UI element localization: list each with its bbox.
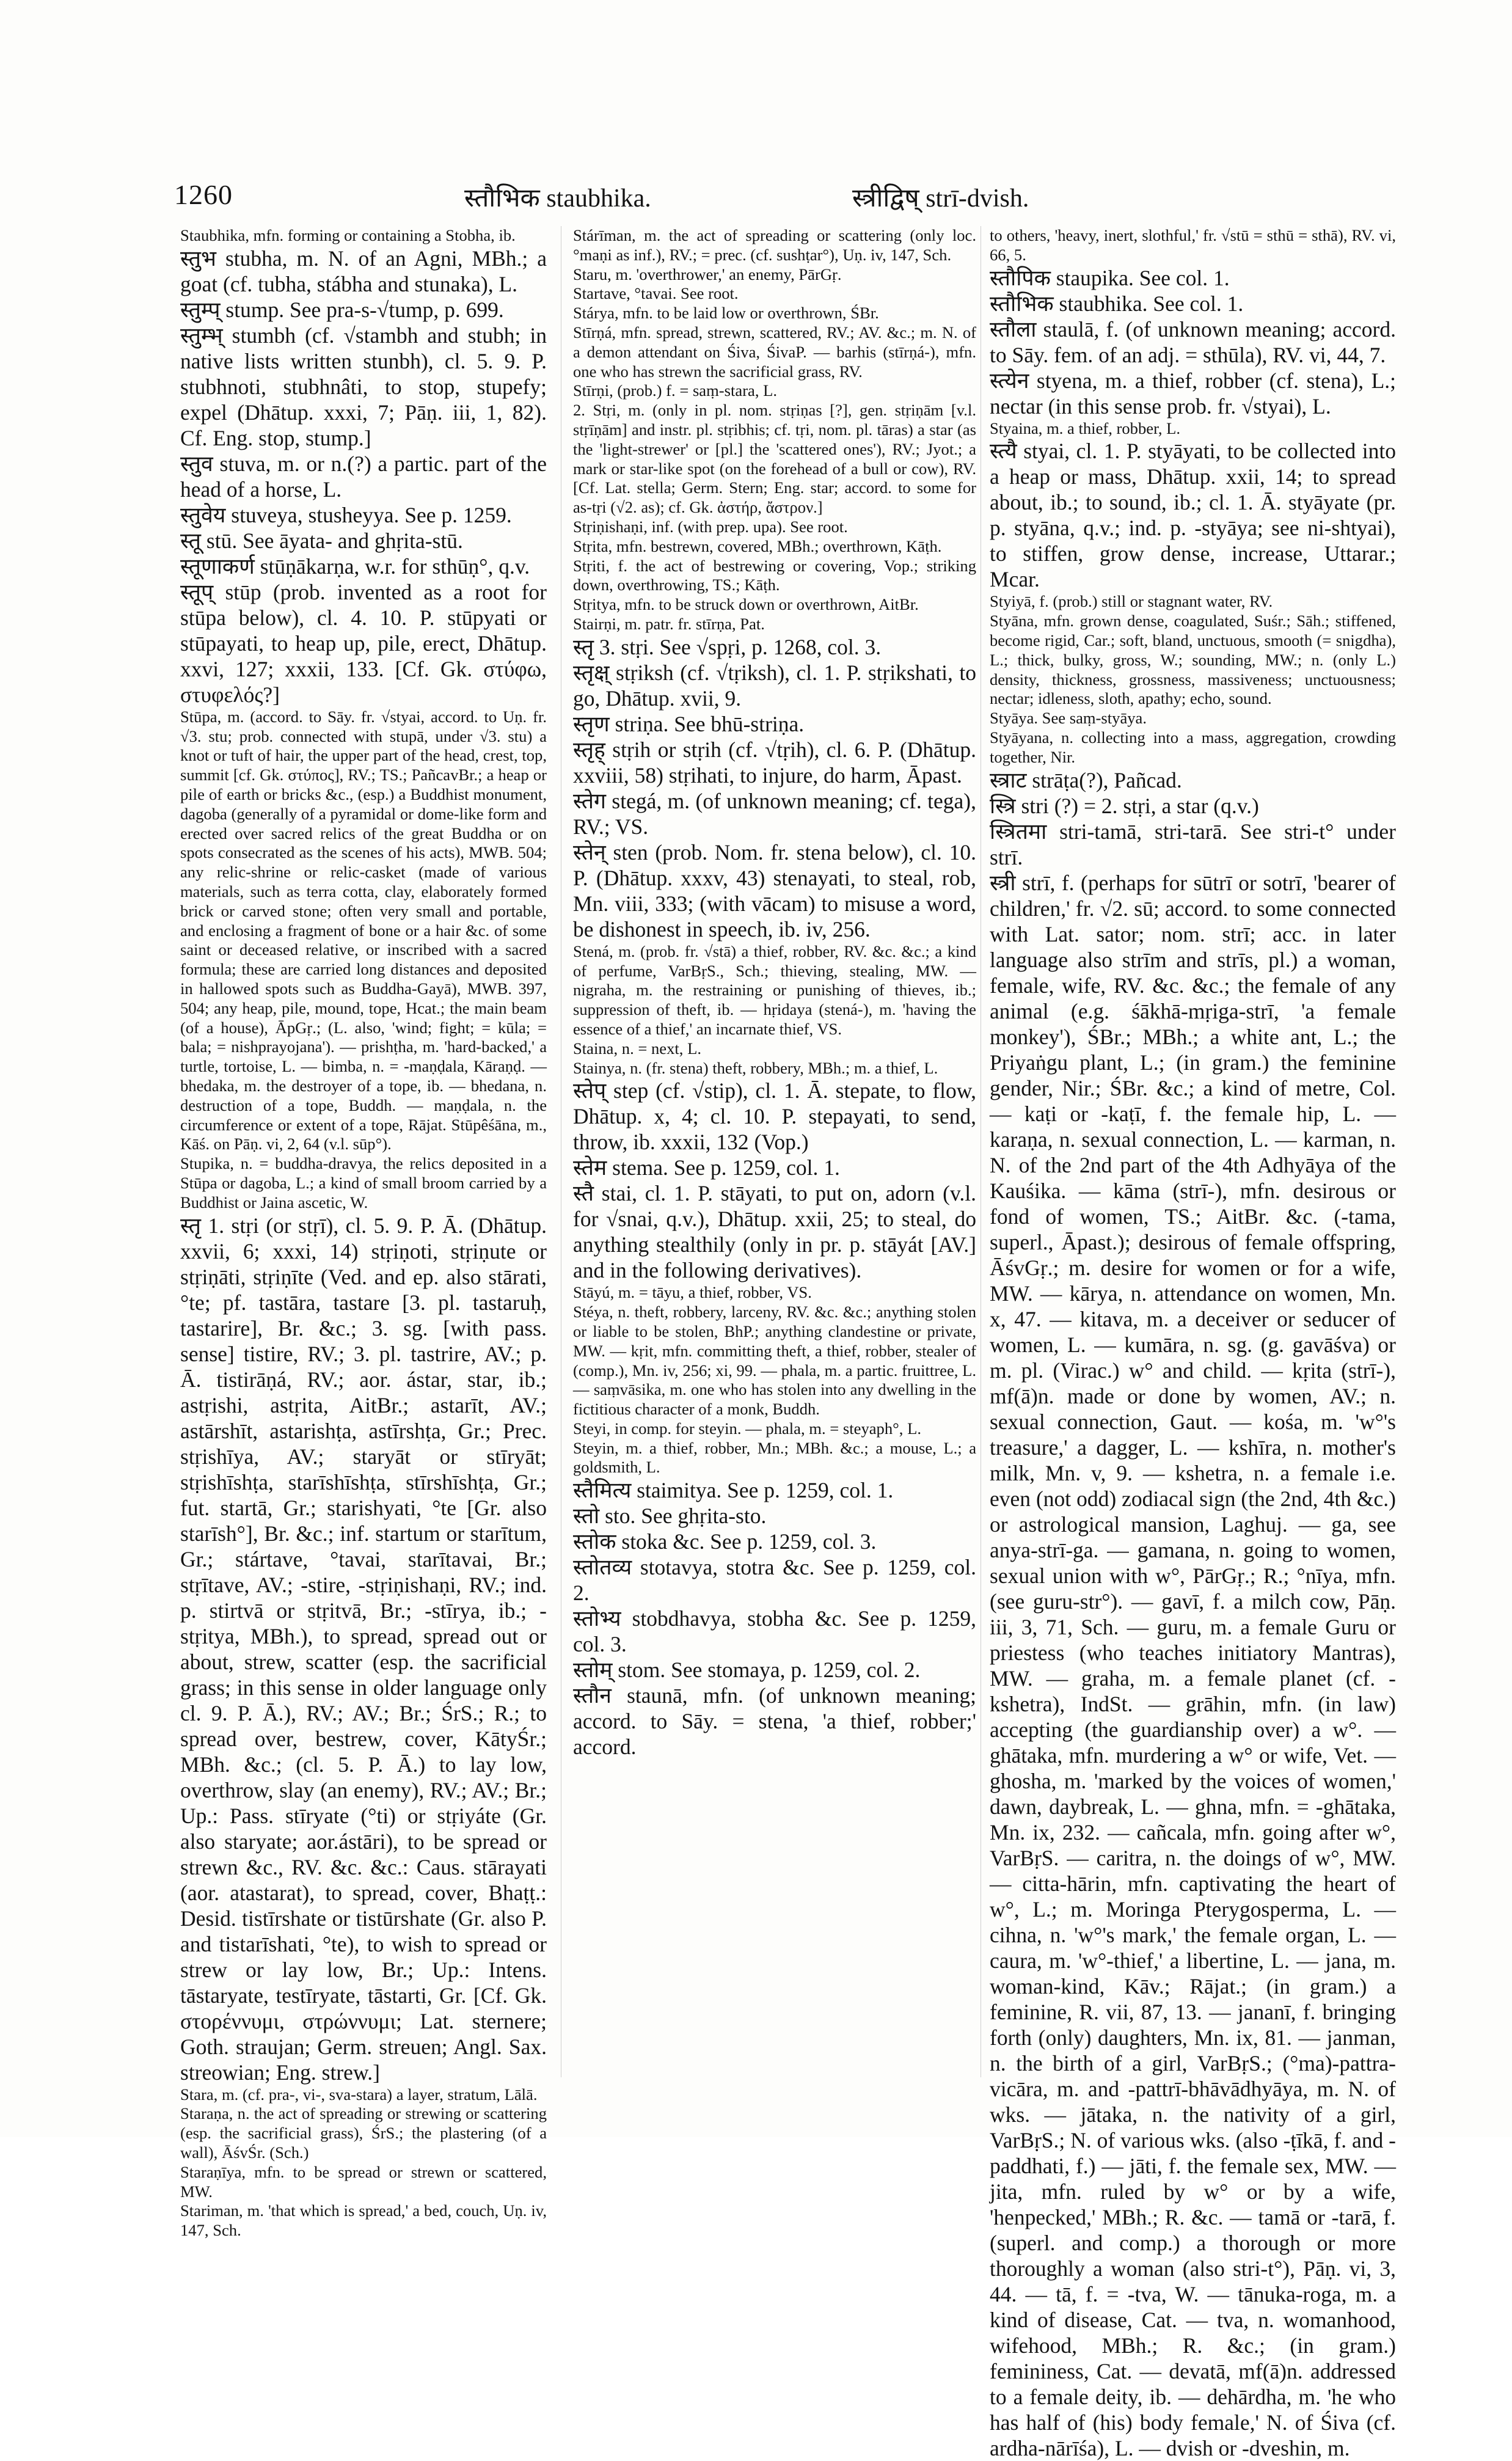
- column-3: [990, 226, 1396, 2460]
- dictionary-entry: Styāna, mfn. grown dense, coagulated, Suśr.; Sāh.; stiffened, become rigid, Car.; soft, bland, unctuous, smooth (= snigdha), L.; thick, bulky, gross, W.; sounding, MW.; n. (only L.) density, thickness, grossness, massiveness; unctuousness; nectar; idleness, sloth, apathy; echo, sound.: [990, 612, 1396, 708]
- dictionary-entry: स्तौभिक staubhika. See col. 1.: [990, 291, 1244, 316]
- running-head-right: स्त्रीद्विष् strī-dvish.: [852, 185, 1029, 213]
- dictionary-entry: स्तुम्भ् stumbh (cf. √stambh and stubh; in native lists written stunbh), cl. 5. 9. P. stubhnoti, stubhnâti, to stop, stupefy; expel (Dhātup. xxxi, 7; Pāṇ. iii, 1, 82). Cf. Eng. stop, stump.]: [180, 323, 547, 450]
- dictionary-entry: Styaina, m. a thief, robber, L.: [990, 419, 1181, 437]
- dictionary-entry: स्तूप् stūp (prob. invented as a root for stūpa below), cl. 4. 10. P. stūpyati or stūpayati, to heap up, pile, erect, Dhātup. xxvi, 127; xxxii, 133. [Cf. Gk. στύφω, στυφελός?]: [180, 579, 547, 707]
- dictionary-entry: स्त्येन styena, m. a thief, robber (cf. stena), L.; nectar (in this sense prob. fr. √styai), L.: [990, 368, 1396, 419]
- dictionary-entry: Stṛiti, f. the act of bestrewing or covering, Vop.; striking down, overthrowing, TS.; Kāṭh.: [573, 556, 976, 594]
- dictionary-entry: Steyi, in comp. for steyin. — phala, m. = steyaph°, L.: [573, 1419, 921, 1438]
- dictionary-entry: स्तेप् step (cf. √stip), cl. 1. Ā. stepate, to flow, Dhātup. x, 4; cl. 10. P. stepayati, to send, throw, ib. xxxii, 132 (Vop.): [573, 1078, 976, 1155]
- column-1: [180, 226, 547, 2240]
- dictionary-entry: स्त्यै styai, cl. 1. P. styāyati, to be collected into a heap or mass, Dhātup. xxii, 14; to spread about, ib.; to sound, ib.; cl. 1. Ā. styāyate (pr. p. styāna, q.v.; ind. p. -styāya; see ni-shtyai), to stiffen, grow dense, increase, Uttarar.; Mcar.: [990, 439, 1396, 592]
- dictionary-entry: स्तौन staunā, mfn. (of unknown meaning; accord. to Sāy. = stena, 'a thief, robber;' accord.: [573, 1683, 976, 1760]
- dictionary-entry: Steyin, m. a thief, robber, Mn.; MBh. &c.; a mouse, L.; a goldsmith, L.: [573, 1438, 976, 1477]
- dictionary-entry: स्तेग stegá, m. (of unknown meaning; cf. tega), RV.; VS.: [573, 788, 976, 839]
- dictionary-entry: Styiyā, f. (prob.) still or stagnant water, RV.: [990, 592, 1273, 611]
- column-2: [573, 226, 976, 2071]
- dictionary-entry: Stṛitya, mfn. to be struck down or overthrown, AitBr.: [573, 595, 919, 614]
- dictionary-entry: स्त्रि stri (?) = 2. stṛi, a star (q.v.): [990, 793, 1259, 818]
- dictionary-entry: स्तोक stoka &c. See p. 1259, col. 3.: [573, 1529, 877, 1554]
- dictionary-entry: Stárya, mfn. to be laid low or overthrown, ŚBr.: [573, 304, 879, 323]
- dictionary-entry: Styāyana, n. collecting into a mass, aggregation, crowding together, Nir.: [990, 728, 1396, 766]
- dictionary-entry: स्तृण striṇa. See bhū-striṇa.: [573, 711, 805, 736]
- dictionary-entry: स्तुम्प् stump. See pra-s-√tump, p. 699.: [180, 297, 504, 322]
- dictionary-entry: स्तोतव्य stotavya, stotra &c. See p. 1259, col. 2.: [573, 1555, 976, 1606]
- dictionary-entry: Stená, m. (prob. fr. √stā) a thief, robber, RV. &c. &c.; a kind of perfume, VarBṛS., Sch.; thieving, stealing, MW. — nigraha, m. the restraining or punishing of thieves, ib.; suppression of theft, ib. — hṛidaya (stená-), m. 'having the essence of a thief,' an incarnate thief, VS.: [573, 942, 976, 1038]
- dictionary-entry: Stupika, n. = buddha-dravya, the relics deposited in a Stūpa or dagoba, L.; a kind of small broom carried by a Buddhist or Jaina ascetic, W.: [180, 1154, 547, 1212]
- dictionary-entry: Staraṇīya, mfn. to be spread or strewn or scattered, MW.: [180, 2162, 547, 2201]
- page-number: 1260: [174, 179, 233, 210]
- dictionary-entry: स्तेम stema. See p. 1259, col. 1.: [573, 1155, 840, 1180]
- dictionary-entry: Stṛiṇishaṇi, inf. (with prep. upa). See root.: [573, 517, 848, 536]
- dictionary-entry: स्तुभ stubha, m. N. of an Agni, MBh.; a goat (cf. tubha, stábha and stunaka), L.: [180, 246, 547, 296]
- dictionary-entry: Startave, °tavai. See root.: [573, 284, 739, 303]
- dictionary-entry: Stariman, m. 'that which is spread,' a bed, couch, Uṇ. iv, 147, Sch.: [180, 2201, 547, 2240]
- running-head-left: स्तौभिक staubhika.: [464, 185, 651, 213]
- dictionary-entry: Staina, n. = next, L.: [573, 1039, 701, 1058]
- dictionary-entry: Stárīman, m. the act of spreading or scattering (only loc. °maṇi as inf.), RV.; = prec. (cf. sushṭar°), Uṇ. iv, 147, Sch.: [573, 226, 976, 264]
- page-header: [0, 0, 1512, 220]
- dictionary-entry: स्तृ 3. stṛi. See √spṛi, p. 1268, col. 3.: [573, 634, 882, 659]
- dictionary-entry: Staru, m. 'overthrower,' an enemy, PārGṛ.: [573, 265, 842, 283]
- dictionary-entry: स्तैमित्य staimitya. See p. 1259, col. 1.: [573, 1478, 894, 1503]
- dictionary-entry: स्त्राट strāṭa(?), Pañcad.: [990, 767, 1182, 792]
- dictionary-entry: स्तो sto. See ghṛita-sto.: [573, 1504, 767, 1529]
- dictionary-entry: स्तुव stuva, m. or n.(?) a partic. part of the head of a horse, L.: [180, 451, 547, 502]
- dictionary-entry: स्तोम् stom. See stomaya, p. 1259, col. 2.: [573, 1658, 921, 1683]
- dictionary-entry: Staraṇa, n. the act of spreading or strewing or scattering (esp. the sacrificial grass), ŚrS.; the plastering (of a wall), ĀśvŚr. (Sch.): [180, 2104, 547, 2162]
- dictionary-entry: स्तुवेय stuveya, stusheyya. See p. 1259.: [180, 502, 512, 527]
- dictionary-entry: Stṛita, mfn. bestrewn, covered, MBh.; overthrown, Kāṭh.: [573, 536, 942, 555]
- dictionary-entry: Stara, m. (cf. pra-, vi-, sva-stara) a layer, stratum, Lālā.: [180, 2085, 538, 2104]
- dictionary-entry: Stéya, n. theft, robbery, larceny, RV. &c. &c.; anything stolen or liable to be stolen, BhP.; anything clandestine or private, MW. — kṛit, mfn. committing theft, a thief, robber, stealer of (comp.), Mn. iv, 256; xi, 99. — phala, m. a partic. fruittree, L. — saṃvāsika, m. one who has stolen into any dwelling in the fictitious character of a monk, Buddh.: [573, 1303, 976, 1419]
- dictionary-entry: स्तू stū. See āyata- and ghṛita-stū.: [180, 528, 463, 553]
- dictionary-entry: Styāya. See saṃ-styāya.: [990, 709, 1147, 728]
- dictionary-entry: Stīrṇá, mfn. spread, strewn, scattered, RV.; AV. &c.; m. N. of a demon attendant on Śiva, ŚivaP. — barhis (stīrṇá-), mfn. one who has strewn the sacrificial grass, RV.: [573, 323, 976, 381]
- dictionary-entry: स्तृक्ष् stṛiksh (cf. √tṛiksh), cl. 1. P. stṛikshati, to go, Dhātup. xvii, 9.: [573, 660, 976, 711]
- dictionary-entry: स्तेन् sten (prob. Nom. fr. stena below), cl. 10. P. (Dhātup. xxxv, 43) stenayati, to steal, rob, Mn. viii, 333; (with vācam) to misuse a word, be dishonest in speech, ib. iv, 256.: [573, 839, 976, 942]
- dictionary-entry: स्तूणाकर्ण stūṇākarṇa, w.r. for sthūṇ°, q.v.: [180, 554, 530, 579]
- dictionary-entry: to others, 'heavy, inert, slothful,' fr. √stū = sthū = sthā), RV. vi, 66, 5.: [990, 226, 1396, 264]
- dictionary-entry: Stāyú, m. = tāyu, a thief, robber, VS.: [573, 1283, 812, 1302]
- dictionary-entry: Stīrṇi, (prob.) f. = saṃ-stara, L.: [573, 381, 778, 400]
- dictionary-entry: स्तै stai, cl. 1. P. stāyati, to put on, adorn (v.l. for √snai, q.v.), Dhātup. xxii, 25; to steal, do anything stealthily (only in pr. p. stāyát [AV.] and in the following derivatives).: [573, 1181, 976, 1283]
- dictionary-entry: Stainya, n. (fr. stena) theft, robbery, MBh.; m. a thief, L.: [573, 1058, 938, 1077]
- dictionary-entry: Stairṇi, m. patr. fr. stīrṇa, Pat.: [573, 614, 765, 633]
- dictionary-entry: 2. Stṛi, m. (only in pl. nom. stṛiṇas [?], gen. stṛiṇām [v.l. stṛīṇām] and instr. pl. stṛibhis; cf. tṛi, nom. pl. tāras) a star (as the 'light-strewer' or [pl.] the 'scattered ones'), RV.; Jyot.; a mark or star-like spot (on the forehead of a bull or cow), RV. [Cf. Lat. stella; Germ. Stern; Eng. star; accord. to some for as-tṛi (√2. as); cf. Gk. ἀστήρ, ἄστρον.]: [573, 401, 976, 517]
- dictionary-entry: स्तौला staulā, f. (of unknown meaning; accord. to Sāy. fem. of an adj. = sthūla), RV. vi, 44, 7.: [990, 316, 1396, 367]
- dictionary-entry: Stūpa, m. (accord. to Sāy. fr. √styai, accord. to Uṇ. fr. √3. stu; prob. connected with stupā, under √3. stu) a knot or tuft of hair, the upper part of the head, crest, top, summit [cf. Gk. στύπος], RV.; TS.; PañcavBr.; a heap or pile of earth or bricks &c., (esp.) a Buddhist monument, dagoba (generally of a pyramidal or dome-like form and erected over sacred relics of the great Buddha or on spots consecrated as the scenes of his acts), MWB. 504; any relic-shrine or relic-casket (made of various materials, such as terra cotta, clay, elaborately formed brick or carved stone; often very small and portable, and enclosing a fragment of bone or a hair &c. of some saint or deceased relative, or inscribed with a sacred formula; these are carried long distances and deposited in hallowed spots such as Buddha-Gayā), MWB. 397, 504; any heap, pile, mound, tope, Hcat.; the main beam (of a house), ĀpGṛ.; (L. also, 'wind; fight; = kūla; = bala; = nishprayojana'). — prishṭha, m. 'hard-backed,' a turtle, tortoise, L. — bimba, n. = -maṇḍala, Kāraṇḍ. — bhedaka, m. the destroyer of a tope, ib. — bhedana, n. destruction of a tope, Buddh. — maṇḍala, n. the circumference or extent of a tope, Rājat. Stūpêśāna, m., Kāś. on Pāṇ. vi, 2, 64 (v.l. sūp°).: [180, 707, 547, 1154]
- dictionary-entry: स्तृ 1. stṛi (or stṛī), cl. 5. 9. P. Ā. (Dhātup. xxvii, 6; xxxi, 14) stṛiṇoti, stṛiṇute or stṛiṇāti, stṛiṇīte (Ved. and ep. also stārati, °te; pf. tastāra, tastare [3. pl. tastaruḥ, tastarire], Br. &c.; 3. sg. [with pass. sense] tistire, RV.; 3. pl. tastrire, AV.; p. Ā. tistirāṇá, RV.; aor. ástar, star, ib.; astṛishi, astṛita, AitBr.; astarīt, AV.; astārshīt, astarishṭa, astīrshṭa, Gr.; Prec. stṛishīya, AV.; staryāt or stīryāt; stṛishīshṭa, starīshīshṭa, stīrshīshṭa, Gr.; fut. startā, Gr.; starishyati, °te [Gr. also starīsh°], Br. &c.; inf. startum or starītum, Gr.; stártave, °tavai, starītavai, Br.; stṛītave, AV.; -stire, -stṛiṇishaṇi, RV.; ind. p. stirtvā or stṛitvā, Br.; -stīrya, ib.; -stṛitya, MBh.), to spread, spread out or about, strew, scatter (esp. the sacrificial grass; in this sense in older language only cl. 9. P. Ā.), RV.; AV.; Br.; ŚrS.; R.; to spread over, bestrew, cover, KātyŚr.; MBh. &c.; (cl. 5. P. Ā.) to lay low, overthrow, slay (an enemy), RV.; AV.; Br.; Up.: Pass. stīryate (°ti) or stṛiyáte (Gr. also staryate; aor.ástāri), to be spread or strewn &c., RV. &c. &c.: Caus. stārayati (aor. atastarat), to spread, cover, Bhaṭṭ.: Desid. tistīrshate or tistūrshate (Gr. also P. and tistarīshati, °te), to wish to spread or strew or lay low, Br.; Up.: Intens. tāstaryate, testīryate, tāstarti, Gr. [Cf. Gk. στορέννυμι, στρώννυμι; Lat. sternere; Goth. straujan; Germ. streuen; Angl. Sax. streowian; Eng. strew.]: [180, 1213, 547, 2085]
- dictionary-entry: स्तृह् stṛih or stṛih (cf. √tṛih), cl. 6. P. (Dhātup. xxviii, 58) stṛihati, to injure, do harm, Āpast.: [573, 737, 976, 788]
- dictionary-entry: स्तौपिक staupika. See col. 1.: [990, 265, 1230, 290]
- dictionary-entry: Staubhika, mfn. forming or containing a Stobha, ib.: [180, 226, 516, 244]
- dictionary-entry: स्त्री strī, f. (perhaps for sūtrī or sotrī, 'bearer of children,' fr. √2. sū; accord. to some connected with Lat. sator; nom. strī; acc. in later language also strīm and strīs, pl.) a woman, female, wife, RV. &c. &c.; the female of any animal (e.g. śākhā-mṛiga-strī, 'a female monkey'), ŚBr.; MBh.; a white ant, L.; the Priyaṅgu plant, L.; (in gram.) the feminine gender, Nir.; ŚBr. &c.; a kind of metre, Col. — kaṭi or -kaṭī, f. the female hip, L. — karaṇa, n. sexual connection, L. — karman, n. N. of the 2nd part of the 4th Adhyāya of the Kauśika. — kāma (strī-), mfn. desirous or fond of women, TS.; AitBr. &c. (-tama, superl., Āpast.); desirous of female offspring, ĀśvGṛ.; m. desire for women or for a wife, MW. — kārya, n. attendance on women, Mn. x, 47. — kitava, m. a deceiver or seducer of women, L. — kumāra, n. sg. (g. gavāśva) or m. pl. (Virac.) w° and child. — kṛita (strī-), mf(ā)n. made or done by women, AV.; n. sexual connection, Gaut. — kośa, m. 'w°'s treasure,' a dagger, L. — kshīra, n. mother's milk, Mn. v, 9. — kshetra, n. a female i.e. even (not odd) zodiacal sign (the 2nd, 4th &c.) or astrological mansion, Laghuj. — ga, see anya-strī-ga. — gamana, n. going to women, sexual union with w°, PārGṛ.; R.; °nīya, mfn. (see guru-str°). — gavī, f. a milch cow, Pāṇ. iii, 3, 71, Sch. — guru, m. a female Guru or priestess (who teaches initiatory Mantras), MW. — graha, m. a female planet (cf. -kshetra), IndSt. — grāhin, mfn. (in law) accepting (the guardianship over) a w°. — ghātaka, mfn. murdering a w° or wife, Vet. — ghosha, m. 'marked by the voices of women,' dawn, daybreak, L. — ghna, mfn. = -ghātaka, Mn. ix, 232. — cañcala, mfn. going after w°, VarBṛS. — caritra, n. the doings of w°, MW. — citta-hārin, mfn. captivating the heart of w°, L.; m. Moringa Pterygosperma, L. — cihna, n. 'w°'s mark,' the female organ, L. — caura, m. 'w°-thief,' a libertine, L. — jana, m. woman-kind, Kāv.; Rājat.; (in gram.) a feminine, R. vii, 87, 13. — jananī, f. bringing forth (only) daughters, Mn. ix, 81. — janman, n. the birth of a girl, VarBṛS.; (°ma)-pattra-vicāra, m. and -pattrī-bhāvādhyāya, m. N. of wks. — jātaka, n. the nativity of a girl, VarBṛS.; N. of various wks. (also -ṭīkā, f. and -paddhati, f.) — jāti, f. the female sex, MW. — jita, mfn. ruled by w° or by a wife, 'henpecked,' MBh.; R. &c. — tamā or -tarā, f. (superl. and comp.) a thorough or more thoroughly a woman (also stri-t°), Pāṇ. vi, 3, 44. — tā, f. = -tva, W. — tānuka-roga, m. a kind of disease, Cat. — tva, n. womanhood, wifehood, MBh.; R. &c.; (in gram.) femininess, Cat. — devatā, mf(ā)n. addressed to a female deity, ib. — dehārdha, m. 'he who has half of (his) body female,' N. of Śiva (cf. ardha-nārīśa), L. — dvish or -dveshin, m.: [990, 870, 1396, 2460]
- dictionary-entry: स्त्रितमा stri-tamā, stri-tarā. See stri-t° under strī.: [990, 819, 1396, 869]
- dictionary-entry: स्तोभ्य stobdhavya, stobha &c. See p. 1259, col. 3.: [573, 1606, 976, 1657]
